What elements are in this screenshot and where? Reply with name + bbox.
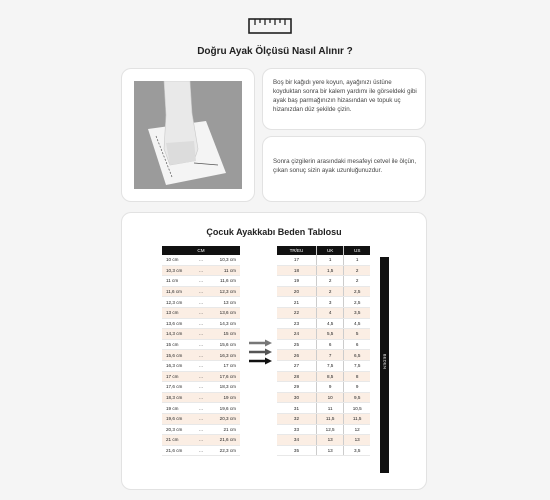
cm-from-cell: 12,3 cm <box>162 297 196 308</box>
size-uk-cell: 4,5 <box>316 318 343 329</box>
size-us-cell: 3,5 <box>344 445 370 456</box>
cm-dots-cell: ... <box>196 392 206 403</box>
size-table-row <box>277 424 370 435</box>
cm-to-cell: 13 cm <box>206 297 240 308</box>
cm-table-row <box>162 424 240 435</box>
cm-dots-cell: ... <box>196 318 206 329</box>
step-2-card <box>262 136 426 202</box>
size-us-cell: 7,5 <box>344 360 370 371</box>
size-chart-card <box>121 212 427 490</box>
size-tr-eu-cell: 22 <box>277 307 316 318</box>
size-uk-cell: 6 <box>316 339 343 350</box>
size-uk-cell: 11,5 <box>316 413 343 424</box>
size-tr-eu-cell: 29 <box>277 382 316 393</box>
size-us-cell: 3,5 <box>344 307 370 318</box>
cm-to-cell: 20,3 cm <box>206 413 240 424</box>
cm-table-row <box>162 276 240 287</box>
cm-table-row <box>162 435 240 446</box>
cm-to-cell: 19 cm <box>206 392 240 403</box>
cm-table-row <box>162 307 240 318</box>
size-us-cell: 2,5 <box>344 286 370 297</box>
size-table-row <box>277 265 370 276</box>
arrow-1 <box>249 340 272 347</box>
cm-to-cell: 16,3 cm <box>206 350 240 361</box>
size-us-cell: 1 <box>344 255 370 265</box>
size-table-row <box>277 318 370 329</box>
size-table-row <box>277 350 370 361</box>
size-tr-eu-cell: 24 <box>277 329 316 340</box>
cm-table-row <box>162 403 240 414</box>
size-table-row <box>277 403 370 414</box>
size-us-cell: 6 <box>344 339 370 350</box>
size-uk-cell: 12,5 <box>316 424 343 435</box>
cm-table-row <box>162 382 240 393</box>
step-1-card <box>262 68 426 130</box>
cm-dots-cell: ... <box>196 350 206 361</box>
size-us-cell: 2 <box>344 276 370 287</box>
cm-table-row <box>162 392 240 403</box>
size-tr-eu-cell: 28 <box>277 371 316 382</box>
size-table-row <box>277 435 370 446</box>
size-tr-eu-cell: 32 <box>277 413 316 424</box>
cm-dots-cell: ... <box>196 276 206 287</box>
foot-measure-photo-card <box>121 68 255 202</box>
cm-from-cell: 11,6 cm <box>162 286 196 297</box>
cm-to-cell: 17,6 cm <box>206 371 240 382</box>
size-tr-eu-cell: 26 <box>277 350 316 361</box>
size-tr-eu-cell: 31 <box>277 403 316 414</box>
page-title: Doğru Ayak Ölçüsü Nasıl Alınır ? <box>197 46 353 57</box>
cm-from-cell: 10,3 cm <box>162 265 196 276</box>
cm-dots-cell: ... <box>196 286 206 297</box>
cm-dots-cell: ... <box>196 445 206 456</box>
size-uk-cell: 7 <box>316 350 343 361</box>
cm-from-cell: 15 cm <box>162 339 196 350</box>
cm-from-cell: 19 cm <box>162 403 196 414</box>
size-tr-eu-cell: 30 <box>277 392 316 403</box>
cm-to-cell: 15 cm <box>206 329 240 340</box>
cm-to-cell: 10,3 cm <box>206 255 240 265</box>
cm-from-cell: 13 cm <box>162 307 196 318</box>
step-1-text: Boş bir kağıdı yere koyun, ayağınızı üstüne koyduktan sonra bir kalem yardımı ile görseldeki gibi ayak baş parmağınızın hizasından ve topuk uç hizanızdan düz şekilde çizin. <box>273 79 417 113</box>
size-tr-eu-cell: 19 <box>277 276 316 287</box>
cm-from-cell: 14,3 cm <box>162 329 196 340</box>
arrows-icon <box>248 339 274 367</box>
size-table-row <box>277 413 370 424</box>
step-2-text: Sonra çizgilerin arasındaki mesafeyi cetvel ile ölçün, çıkan sonuç sizin ayak uzunluğunuzdur. <box>273 158 417 174</box>
cm-table-row <box>162 371 240 382</box>
size-uk-cell: 5,5 <box>316 329 343 340</box>
size-header-uk: UK <box>316 246 343 255</box>
cm-from-cell: 19,6 cm <box>162 413 196 424</box>
size-table-row <box>277 382 370 393</box>
cm-to-cell: 11,6 cm <box>206 276 240 287</box>
cm-to-cell: 19,6 cm <box>206 403 240 414</box>
size-tr-eu-cell: 33 <box>277 424 316 435</box>
cm-from-cell: 17,6 cm <box>162 382 196 393</box>
size-header-us: US <box>344 246 370 255</box>
size-us-cell: 4,5 <box>344 318 370 329</box>
size-table-row <box>277 360 370 371</box>
size-us-cell: 12 <box>344 424 370 435</box>
size-header-tr-eu: TR/EU <box>277 246 316 255</box>
size-table-row <box>277 445 370 456</box>
arrow-3 <box>249 358 272 365</box>
size-us-cell: 9 <box>344 382 370 393</box>
cm-to-cell: 12,3 cm <box>206 286 240 297</box>
cm-table-row <box>162 286 240 297</box>
cm-from-cell: 13,6 cm <box>162 318 196 329</box>
cm-to-cell: 18,3 cm <box>206 382 240 393</box>
cm-table <box>162 246 240 456</box>
cm-table-row <box>162 445 240 456</box>
cm-from-cell: 16,3 cm <box>162 360 196 371</box>
cm-table-row <box>162 329 240 340</box>
size-table-row <box>277 276 370 287</box>
size-us-cell: 13 <box>344 435 370 446</box>
size-tr-eu-cell: 35 <box>277 445 316 456</box>
size-uk-cell: 1 <box>316 255 343 265</box>
cm-table-row <box>162 339 240 350</box>
cm-header: CM <box>162 246 240 255</box>
size-uk-cell: 1,5 <box>316 265 343 276</box>
size-us-cell: 11,5 <box>344 413 370 424</box>
size-tr-eu-cell: 21 <box>277 297 316 308</box>
cm-table-row <box>162 360 240 371</box>
size-tr-eu-cell: 17 <box>277 255 316 265</box>
size-us-cell: 9,5 <box>344 392 370 403</box>
size-table-row <box>277 329 370 340</box>
size-us-cell: 10,5 <box>344 403 370 414</box>
size-uk-cell: 10 <box>316 392 343 403</box>
beden-label: BEDEN <box>382 353 388 370</box>
foot-on-paper-image <box>134 81 242 189</box>
cm-table-row <box>162 350 240 361</box>
cm-from-cell: 21 cm <box>162 435 196 446</box>
size-us-cell: 2 <box>344 265 370 276</box>
cm-to-cell: 14,3 cm <box>206 318 240 329</box>
cm-from-cell: 17 cm <box>162 371 196 382</box>
cm-dots-cell: ... <box>196 382 206 393</box>
cm-dots-cell: ... <box>196 413 206 424</box>
cm-table-row <box>162 255 240 265</box>
cm-from-cell: 11 cm <box>162 276 196 287</box>
size-uk-cell: 2 <box>316 286 343 297</box>
size-uk-cell: 13 <box>316 445 343 456</box>
size-uk-cell: 7,5 <box>316 360 343 371</box>
cm-from-cell: 15,6 cm <box>162 350 196 361</box>
cm-dots-cell: ... <box>196 329 206 340</box>
cm-dots-cell: ... <box>196 307 206 318</box>
cm-dots-cell: ... <box>196 255 206 265</box>
cm-to-cell: 22,3 cm <box>206 445 240 456</box>
cm-to-cell: 13,6 cm <box>206 307 240 318</box>
size-us-cell: 6,5 <box>344 350 370 361</box>
size-table-row <box>277 297 370 308</box>
size-tr-eu-cell: 34 <box>277 435 316 446</box>
cm-table-row <box>162 297 240 308</box>
cm-from-cell: 10 cm <box>162 255 196 265</box>
size-uk-cell: 8,5 <box>316 371 343 382</box>
cm-from-cell: 20,3 cm <box>162 424 196 435</box>
size-tr-eu-cell: 25 <box>277 339 316 350</box>
size-chart-title: Çocuk Ayakkabı Beden Tablosu <box>206 227 342 237</box>
cm-table-row <box>162 318 240 329</box>
arrow-2 <box>249 349 272 356</box>
cm-dots-cell: ... <box>196 424 206 435</box>
cm-to-cell: 17 cm <box>206 360 240 371</box>
cm-from-cell: 21,6 cm <box>162 445 196 456</box>
cm-to-cell: 15,6 cm <box>206 339 240 350</box>
beden-bar <box>380 257 389 473</box>
size-uk-cell: 4 <box>316 307 343 318</box>
size-table-row <box>277 286 370 297</box>
ruler-icon <box>248 18 292 34</box>
size-table-row <box>277 339 370 350</box>
size-tr-eu-cell: 23 <box>277 318 316 329</box>
cm-to-cell: 21 cm <box>206 424 240 435</box>
size-uk-cell: 2 <box>316 276 343 287</box>
size-us-cell: 8 <box>344 371 370 382</box>
cm-dots-cell: ... <box>196 339 206 350</box>
cm-to-cell: 11 cm <box>206 265 240 276</box>
cm-table-row <box>162 265 240 276</box>
cm-dots-cell: ... <box>196 297 206 308</box>
cm-table-row <box>162 413 240 424</box>
size-uk-cell: 13 <box>316 435 343 446</box>
size-us-cell: 2,5 <box>344 297 370 308</box>
size-table-row <box>277 371 370 382</box>
cm-dots-cell: ... <box>196 265 206 276</box>
cm-dots-cell: ... <box>196 360 206 371</box>
cm-dots-cell: ... <box>196 403 206 414</box>
size-tr-eu-cell: 18 <box>277 265 316 276</box>
cm-from-cell: 18,3 cm <box>162 392 196 403</box>
size-tr-eu-cell: 20 <box>277 286 316 297</box>
size-table <box>277 246 370 456</box>
cm-dots-cell: ... <box>196 371 206 382</box>
cm-dots-cell: ... <box>196 435 206 446</box>
size-tr-eu-cell: 27 <box>277 360 316 371</box>
cm-to-cell: 21,6 cm <box>206 435 240 446</box>
size-table-row <box>277 392 370 403</box>
size-uk-cell: 3 <box>316 297 343 308</box>
size-us-cell: 5 <box>344 329 370 340</box>
size-table-row <box>277 255 370 265</box>
size-table-row <box>277 307 370 318</box>
size-uk-cell: 11 <box>316 403 343 414</box>
size-uk-cell: 9 <box>316 382 343 393</box>
